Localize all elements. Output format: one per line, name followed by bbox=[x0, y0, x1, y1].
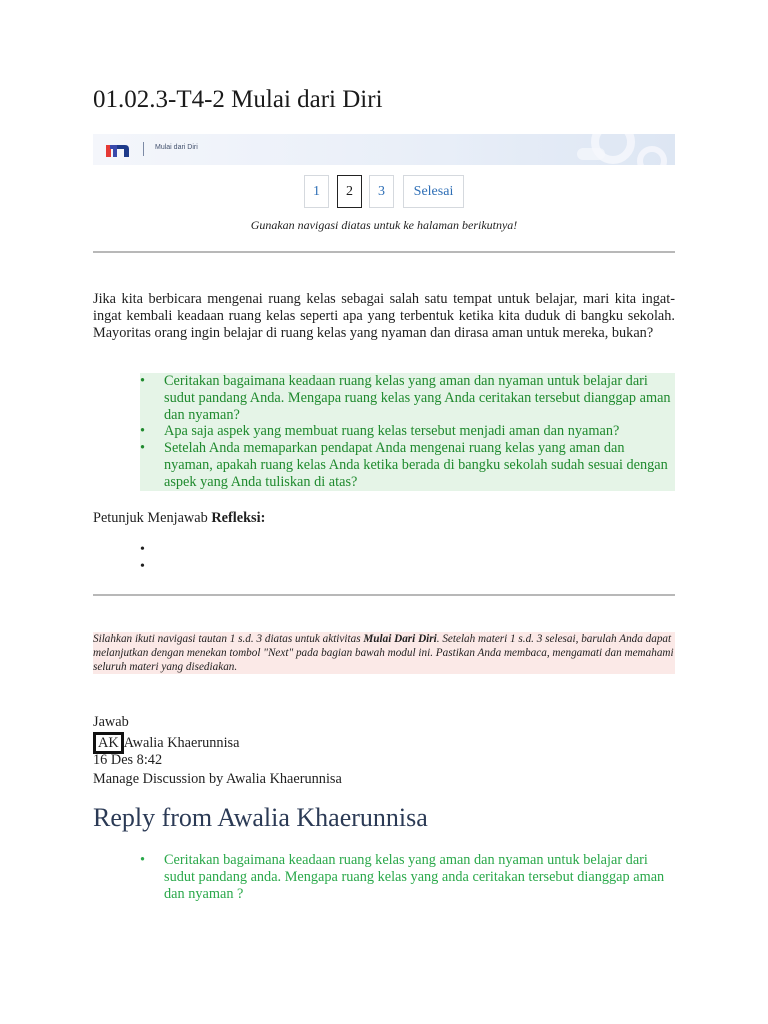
page-link-2[interactable]: 2 bbox=[337, 175, 362, 208]
petunjuk-prefix: Petunjuk Menjawab bbox=[93, 510, 212, 526]
petunjuk-bold: Refleksi: bbox=[211, 510, 266, 526]
reply-list bbox=[140, 852, 680, 902]
list-item: • Apa saja aspek yang membuat ruang kelas tersebut menjadi aman dan nyaman? bbox=[140, 423, 675, 440]
manage-discussion-link[interactable]: Manage Discussion by Awalia Khaerunnisa bbox=[93, 771, 342, 787]
author-row bbox=[93, 732, 342, 751]
banner-divider bbox=[143, 142, 144, 156]
avatar[interactable]: AK bbox=[93, 732, 124, 754]
divider bbox=[93, 594, 675, 596]
discussion-post bbox=[93, 713, 342, 789]
instructions-box bbox=[93, 632, 675, 674]
question-list bbox=[140, 373, 675, 491]
instructions-bold: Mulai Dari Diri bbox=[363, 633, 437, 645]
list-item: • Ceritakan bagaimana keadaan ruang kelas yang aman dan nyaman untuk belajar dari sudut pandang anda. Mengapa ruang kelas yang anda ceritakan tersebut dianggap aman dan nyaman ? bbox=[140, 852, 680, 902]
instructions-text: . Setelah materi 1 s.d. 3 selesai, barulah Anda dapat melanjutkan dengan menekan tombol "Next" pada bagian bawah modul ini. Pastikan Anda membaca, mengamati dan memahami seluruh materi yang disediakan. bbox=[93, 633, 674, 673]
finish-link[interactable]: Selesai bbox=[403, 175, 464, 208]
banner-decoration bbox=[577, 148, 605, 160]
module-banner bbox=[93, 134, 675, 165]
answer-instructions-label bbox=[93, 510, 265, 527]
merdeka-mengajar-logo-icon bbox=[106, 142, 129, 157]
list-item: • Setelah Anda memaparkan pendapat Anda mengenai ruang kelas yang aman dan nyaman, apakah ruang kelas Anda ketika berada di bangku sekolah sudah sesuai dengan aspek yang Anda tuliskan di atas? bbox=[140, 440, 675, 490]
intro-paragraph: Jika kita berbicara mengenai ruang kelas sebagai salah satu tempat untuk belajar, mari kita ingat-ingat kembali keadaan ruang kelas seperti apa yang terbentuk ketika kita duduk di bangku sekolah. Mayoritas orang ingin belajar di ruang kelas yang nyaman dan dirasa aman untuk mereka, bukan? bbox=[93, 291, 675, 341]
reflection-questions-box bbox=[140, 373, 675, 491]
answer-label: Jawab bbox=[93, 714, 129, 730]
instructions-text: Silahkan ikuti navigasi tautan 1 s.d. 3 diatas untuk aktivitas bbox=[93, 633, 364, 645]
banner-title: Mulai dari Diri bbox=[155, 144, 198, 151]
page-link-3[interactable]: 3 bbox=[369, 175, 394, 208]
list-item: • Ceritakan bagaimana keadaan ruang kelas yang aman dan nyaman untuk belajar dari sudut pandang Anda. Mengapa ruang kelas yang Anda ceritakan tersebut dianggap aman dan nyaman? bbox=[140, 373, 675, 423]
page-link-1[interactable]: 1 bbox=[304, 175, 329, 208]
reply-heading: Reply from Awalia Khaerunnisa bbox=[93, 803, 428, 832]
navigation-note: Gunakan navigasi diatas untuk ke halaman berikutnya! bbox=[250, 218, 518, 232]
banner-decoration bbox=[637, 146, 667, 165]
page-title: 01.02.3-T4-2 Mulai dari Diri bbox=[93, 86, 383, 113]
author-name[interactable]: Awalia Khaerunnisa bbox=[123, 735, 240, 751]
post-timestamp: 16 Des 8:42 bbox=[93, 752, 163, 768]
divider bbox=[93, 251, 675, 253]
